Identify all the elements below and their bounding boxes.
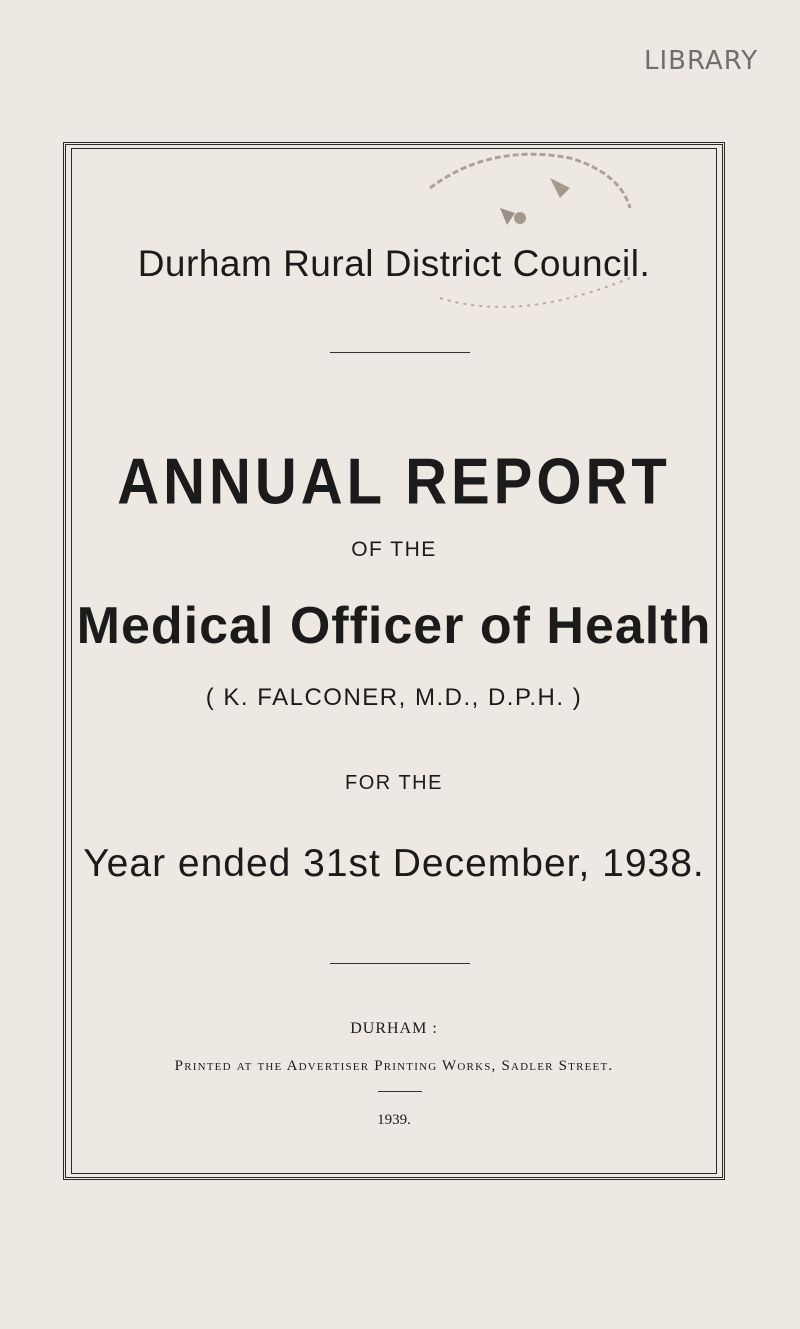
for-the-label: FOR THE (345, 772, 443, 794)
divider-small (378, 1091, 422, 1092)
report-title: ANNUAL REPORT (117, 445, 671, 518)
divider-top (330, 352, 470, 353)
imprint-place: DURHAM : (350, 1020, 438, 1037)
imprint-year: 1939. (377, 1112, 411, 1128)
library-stamp: LIBRARY (644, 46, 759, 76)
council-name: Durham Rural District Council. (137, 243, 651, 284)
divider-middle (330, 963, 470, 964)
council-seal-stamp (400, 148, 710, 318)
imprint-printer: Printed at the Advertiser Printing Works, Sadler Street. (174, 1058, 614, 1074)
author-name: ( K. FALCONER, M.D., D.P.H. ) (205, 684, 583, 711)
of-the-label: OF THE (351, 538, 437, 561)
officer-title: Medical Officer of Health (76, 597, 712, 655)
report-period: Year ended 31st December, 1938. (83, 842, 705, 885)
